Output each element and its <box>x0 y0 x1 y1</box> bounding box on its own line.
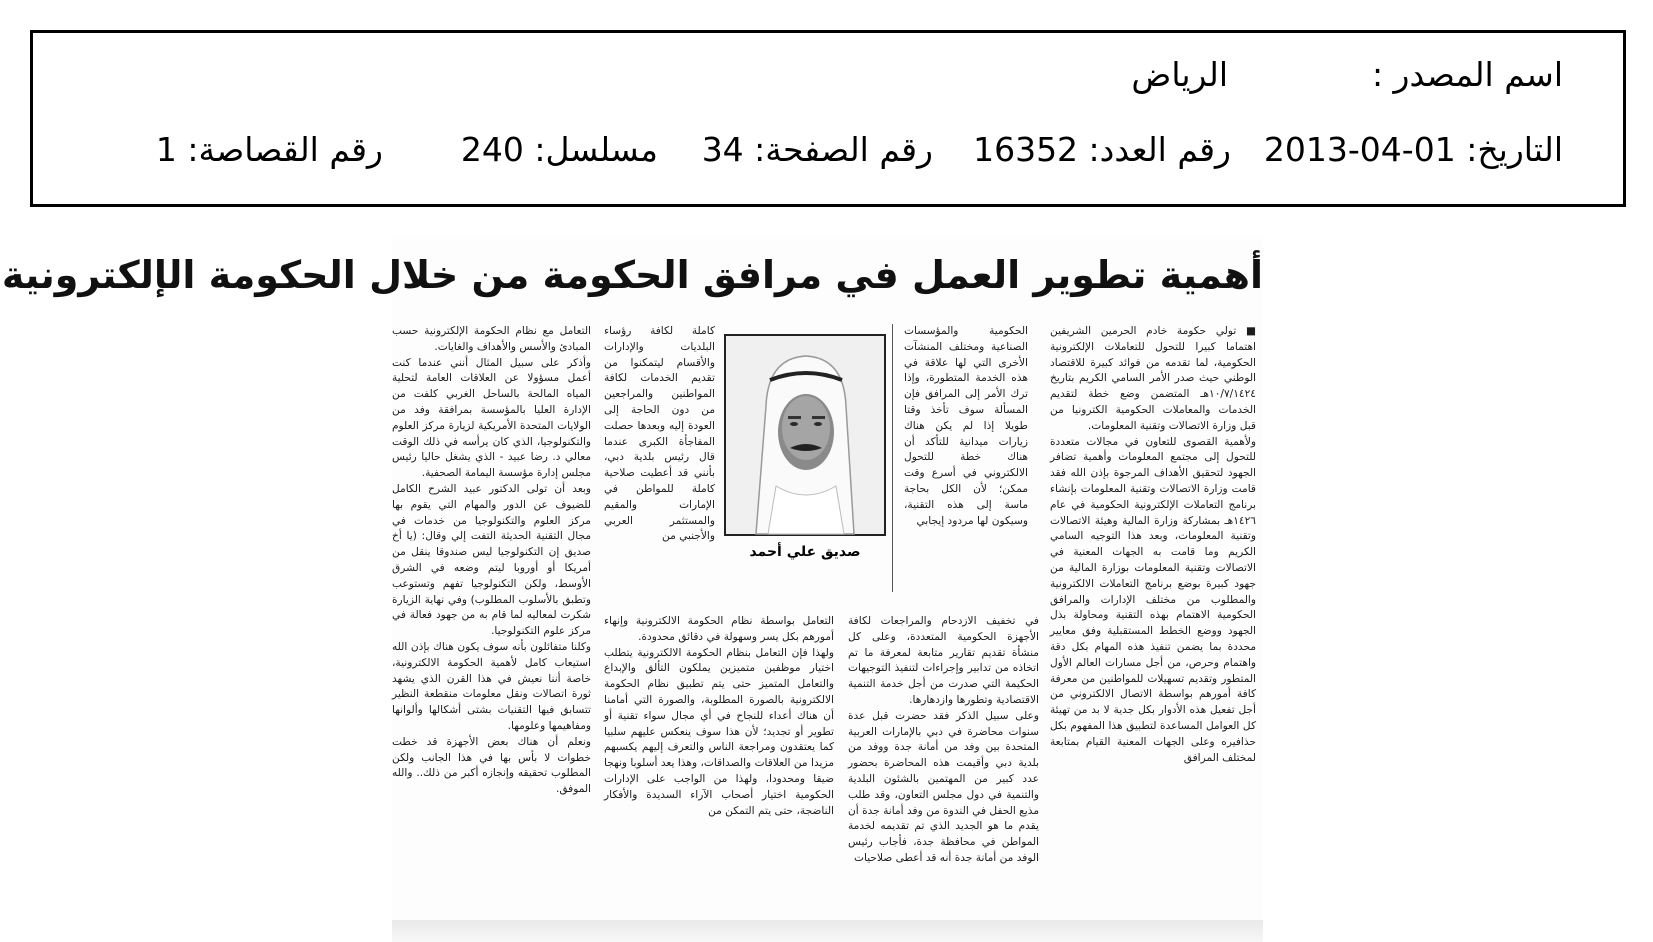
article-paragraph: التعامل مع نظام الحكومة الإلكترونية حسب المبادئ والأسس والأهداف والغايات. <box>392 325 591 353</box>
article-paragraph: وأذكر على سبيل المثال أنني عندما كنت أعمل مسؤولا عن العلاقات العامة لتحلية المياه المالحة بالساحل الغربي كلفت من الإدارة العليا بالمؤسسة بمرافقة وفد من الولايات المتحدة الأمريكية لزيارة مركز العلوم والتكنولوجيا، الذي كان يرأسه في ذلك الوقت معالي د. رضا عبيد - الذي يشغل حاليا رئيس مجلس إدارة مؤسسة اليمامة الصحفية. <box>392 356 591 480</box>
article-paragraph: ولهذا فإن التعامل بنظام الحكومة الالكترونية يتطلب اختيار موظفين متميزين يملكون التألق والإبداع والتعامل المتميز حتى يتم تطبيق نظام الحكومة الالكترونية بالصورة المطلوبة، والصورة التي أمامنا أن هناك أعداء للنجاح في أي مجال سواء تقنية أو تطوير أو تجديد؛ لأن هذا سوف ينعكس عليهم سلبيا كما يعتقدون ومراجعة الناس والتعرف إليهم يكسبهم مزيدا من العلاقات والصداقات، وهذا يعد أسلوبا ونهجا ضيقا ومحدودا، ولهذا من الواجب على الإدارات الحكومية اختيار أصحاب الآراء السديدة والأفكار الناضجة، حتى يتم التمكن من <box>604 646 834 817</box>
clipping-bottom-edge <box>392 920 1263 942</box>
source-value: الرياض <box>1131 55 1228 94</box>
author-photo <box>724 334 886 536</box>
article-paragraph: الحكومية والمؤسسات الصناعية ومختلف المنشآت الأخرى التي لها علاقة في هذه الخدمة المتطورة، وإذا ترك الأمر إلى المرافق فإن المسألة سوف تأخذ وقتا طويلا إذا لم يكن هناك زيارات ميدانية للتأكد أن هناك خطة للتحول الالكتروني في أسرع وقت ممكن؛ لأن الكل بحاجة ماسة إلى هذه التقنية، وسيكون لها مردود إيجابي <box>904 325 1028 527</box>
article-paragraph: ولأهمية القصوى للتعاون في مجالات متعددة للتحول إلى مجتمع المعلومات وأهمية تضافر الجهود لتحقيق الأهداف المرجوة بإذن الله فقد قامت وزارة الاتصالات وتقنية المعلومات بإنشاء برنامج التعاملات الإلكترونية الحكومية في عام ١٤٢٦هـ بمشاركة وزارة المالية وهيئة الاتصالات وتقنية المعلومات، وبعد هذا التوجيه السامي الكريم وما قامت به الجهات المعنية في الاتصالات وتقنية المعلومات بوزارة المالية من جهود كبيرة بوضع برنامج التعاملات الالكترونية والمطلوب من مختلف الإدارات والمرافق الحكومية الاهتمام بهذه التقنية ومحاولة بذل الجهود ووضع الخطط المستقبلية وفق معايير محددة بما يضمن تنفيذ هذه المهام بكل دقة واهتمام وحرص، من أجل مسارات العالم الأول المتطور وتقديم تسهيلات للمواطنين من معرفة كافة أمورهم بواسطة الاتصال الالكتروني من أجل تفعيل هذه الأدوار بكل جدية لا بد من تهيئة كل العوامل المساعدة لتطبيق هذا المفهوم بكل حذافيره وعلى الجهات المعنية القيام بمتابعة لمختلف المرافق <box>1050 435 1256 764</box>
article-column-5 <box>848 614 1039 904</box>
article-headline: أهمية تطوير العمل في مرافق الحكومة من خلال الحكومة الإلكترونية <box>1 253 1263 297</box>
article-paragraph: وبعد أن تولى الدكتور عبيد الشرح الكامل للضيوف عن الدور والمهام التي يقوم بها مركز العلوم والتكنولوجيا من خدمات في مجال التقنية الحديثة التفت إلي وقال: (يا أخ صديق إن التكنولوجيا ليس صندوقا ينقل من أمريكا أو أوروبا ليتم وضعه في الشرق الأوسط، ولكن التكنولوجيا تفهم وتستوعب وتطبق بالأسلوب المطلوب) وفي نهاية الزيارة شكرت لمعاليه لما قام به من جهود فعالة في مركز علوم التكنولوجيا. <box>392 482 591 638</box>
author-portrait-icon <box>726 336 884 534</box>
clipping-info-box <box>30 30 1626 207</box>
article-paragraph: التعامل بواسطة نظام الحكومة الالكترونية وإنهاء أمورهم بكل يسر وسهولة في دقائق محدودة. <box>604 615 834 643</box>
article-paragraph: وكلنا متفائلون بأنه سوف يكون هناك بإذن الله استيعاب كامل لأهمية الحكومة الالكترونية، خاصة أننا نعيش في هذا القرن الذي يشهد ثورة اتصالات ونقل معلومات منقطعة النظير تتسابق فيها التقنيات بشتى أشكالها وألوانها ومفاهيمها وعلومها. <box>392 640 591 732</box>
article-column-4 <box>392 324 591 904</box>
column-divider <box>892 324 893 592</box>
clip-number-field: رقم القصاصة: 1 <box>155 130 383 169</box>
article-paragraph: ■ تولي حكومة خادم الحرمين الشريفين اهتماما كبيرا للتحول للتعاملات الإلكترونية الحكومية، لما تقدمه من فوائد كبيرة للاقتصاد الوطني حيث صدر الأمر السامي الكريم بتاريخ ١٠/٧/١٤٢٤هـ المتضمن وضع خطة لتقديم الخدمات والمعاملات الحكومية الكترونيا من قبل وزارة الاتصالات وتقنية المعلومات. <box>1050 325 1256 432</box>
author-caption: صديق علي أحمد <box>749 544 861 560</box>
issue-number-field: رقم العدد: 16352 <box>973 130 1231 169</box>
article-column-2 <box>904 324 1028 564</box>
date-field: التاريخ: 01-04-2013 <box>1263 130 1563 169</box>
page-number-field: رقم الصفحة: 34 <box>701 130 933 169</box>
article-paragraph: وعلى سبيل الذكر فقد حضرت قبل عدة سنوات محاضرة في دبي بالإمارات العربية المتحدة بين وفد من أمانة جدة ووفد من بلدية دبي وأقيمت هذه المحاضرة بحضور عدد كبير من المهتمين بالشئون البلدية والتنمية في دول مجلس التعاون، وقد طلب مذيع الحفل في الندوة من وفد أمانة جدة أن يقدم ما هو الجديد الذي تم تقديمه لخدمة المواطن في محافظة جدة، فأجاب رئيس الوفد من أمانة جدة أنه قد أعطى صلاحيات <box>848 709 1039 864</box>
serial-field: مسلسل: 240 <box>460 130 658 169</box>
article-column-3 <box>604 324 715 604</box>
source-label: اسم المصدر : <box>1371 55 1563 94</box>
article-column-6 <box>604 614 834 904</box>
newspaper-clipping <box>1 236 1263 942</box>
article-column-1 <box>1050 324 1256 904</box>
article-paragraph: كاملة لكافة رؤساء البلديات والإدارات والأقسام ليتمكنوا من تقديم الخدمات لكافة المواطنين والمراجعين من دون الحاجة إلى العودة إليه وبعدها حصلت المفاجأة الكبرى عندما قال رئيس بلدية دبي، بأنني قد أعطيت صلاحية كاملة للمواطن في الإمارات والمقيم والمستثمر العربي والأجنبي من <box>604 325 715 543</box>
article-paragraph: ونعلم أن هناك بعض الأجهزة قد خطت خطوات لا بأس بها في هذا الجانب ولكن المطلوب تحقيقه وإنجازه أكبر من ذلك.. والله الموفق. <box>392 735 591 796</box>
article-paragraph: في تخفيف الازدحام والمراجعات لكافة الأجهزة الحكومية المتعددة، وعلى كل منشأة تقديم تقارير متابعة لمعرفة ما تم اتخاذه من تدابير وإجراءات لتنفيذ التوجيهات الحكيمة التي صدرت من أجل خدمة التنمية الاقتصادية وتطورها وازدهارها. <box>848 615 1039 706</box>
